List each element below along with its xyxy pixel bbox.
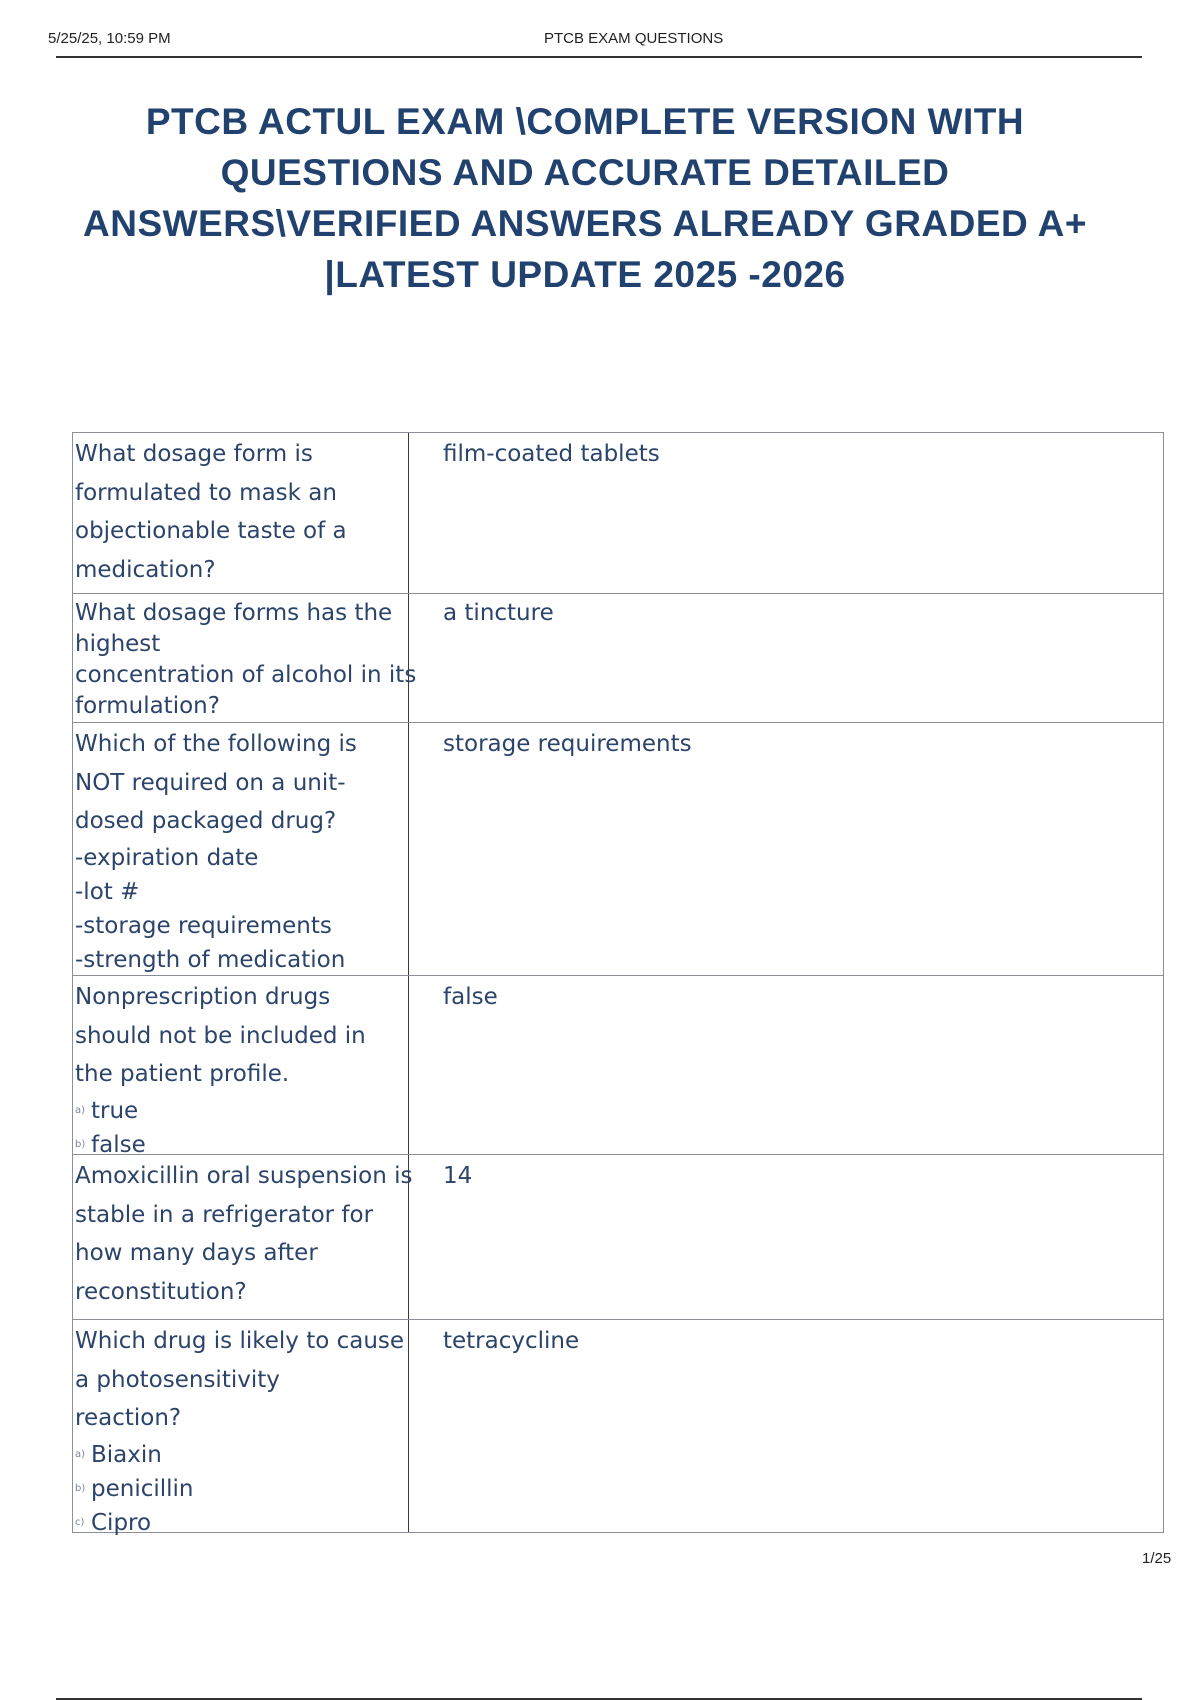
title-line: ANSWERS\VERIFIED ANSWERS ALREADY GRADED A+ xyxy=(83,203,1087,244)
option-marker: b) xyxy=(75,1138,86,1150)
answer-cell xyxy=(409,1320,1163,1532)
question-cell xyxy=(73,433,409,593)
answer-cell xyxy=(409,1155,1163,1319)
answer-text: tetracycline xyxy=(443,1328,580,1354)
question-line: Nonprescription drugs xyxy=(75,984,331,1010)
question-cell xyxy=(73,594,417,722)
option-text: penicillin xyxy=(91,1475,194,1502)
question-line: objectionable taste of a xyxy=(75,518,347,544)
question-line: What dosage forms has the xyxy=(75,600,393,626)
option-text: true xyxy=(91,1097,139,1124)
option-text: Biaxin xyxy=(91,1441,162,1468)
answer-cell xyxy=(409,723,1163,975)
question-line: how many days after xyxy=(75,1240,318,1266)
question-line: concentration of alcohol in its xyxy=(75,662,417,688)
answer-option xyxy=(75,1094,408,1128)
answer-option xyxy=(75,1438,408,1472)
document-title xyxy=(60,96,1110,300)
qa-row xyxy=(73,1154,1163,1319)
question-cell xyxy=(73,1155,413,1319)
question-line: -expiration date xyxy=(75,844,259,871)
question-line: formulated to mask an xyxy=(75,479,337,506)
answer-cell xyxy=(409,976,1163,1154)
question-cell xyxy=(73,1320,409,1536)
answer-text: false xyxy=(443,984,498,1010)
answer-text: storage requirements xyxy=(443,731,692,757)
qa-table xyxy=(72,432,1164,1536)
option-marker: a) xyxy=(75,1104,86,1116)
question-line: formulation? xyxy=(75,693,220,719)
answer-text: film-coated tablets xyxy=(443,441,660,467)
qa-row xyxy=(73,722,1163,975)
option-marker: a) xyxy=(75,1448,86,1460)
title-line: |LATEST UPDATE 2025 -2026 xyxy=(324,254,846,295)
question-line: the patient profile. xyxy=(75,1061,290,1087)
option-text: false xyxy=(91,1131,146,1158)
question-line: What dosage form is xyxy=(75,441,313,467)
title-line: PTCB ACTUL EXAM \COMPLETE VERSION WITH xyxy=(145,101,1025,142)
answer-option xyxy=(75,1472,408,1506)
question-line: -strength of medication xyxy=(75,946,346,973)
answer-option xyxy=(75,1506,408,1540)
qa-row xyxy=(73,593,1163,722)
answer-text: 14 xyxy=(443,1163,473,1189)
qa-row xyxy=(73,1319,1163,1536)
question-line: Which of the following is xyxy=(75,731,357,757)
answer-cell xyxy=(409,433,1163,593)
print-header-title: PTCB EXAM QUESTIONS xyxy=(544,30,724,47)
question-cell xyxy=(73,976,409,1158)
option-text: Cipro xyxy=(91,1509,152,1536)
question-line: Amoxicillin oral suspension is xyxy=(75,1163,413,1189)
option-marker: b) xyxy=(75,1482,86,1494)
question-line: Which drug is likely to cause xyxy=(75,1328,405,1354)
option-marker: c) xyxy=(75,1516,85,1528)
question-line: highest xyxy=(75,631,161,657)
print-header xyxy=(48,28,1140,58)
question-line: reaction? xyxy=(75,1405,182,1431)
question-cell xyxy=(73,723,409,975)
print-date: 5/25/25, 10:59 PM xyxy=(48,30,171,47)
question-line: should not be included in xyxy=(75,1022,366,1049)
qa-row xyxy=(73,975,1163,1158)
question-line: a photosensitivity xyxy=(75,1366,280,1393)
title-line: QUESTIONS AND ACCURATE DETAILED xyxy=(220,152,950,193)
question-line: medication? xyxy=(75,556,216,583)
question-line: NOT required on a unit- xyxy=(75,769,346,796)
header-divider xyxy=(56,56,1142,58)
qa-row xyxy=(73,433,1163,593)
answer-text: a tincture xyxy=(443,600,554,626)
question-line: stable in a refrigerator for xyxy=(75,1201,374,1228)
question-line: -lot # xyxy=(75,878,140,905)
question-line: reconstitution? xyxy=(75,1278,247,1305)
page-number: 1/25 xyxy=(1142,1550,1172,1567)
question-line: dosed packaged drug? xyxy=(75,808,337,834)
question-line: -storage requirements xyxy=(75,912,332,939)
answer-cell xyxy=(409,594,1163,722)
